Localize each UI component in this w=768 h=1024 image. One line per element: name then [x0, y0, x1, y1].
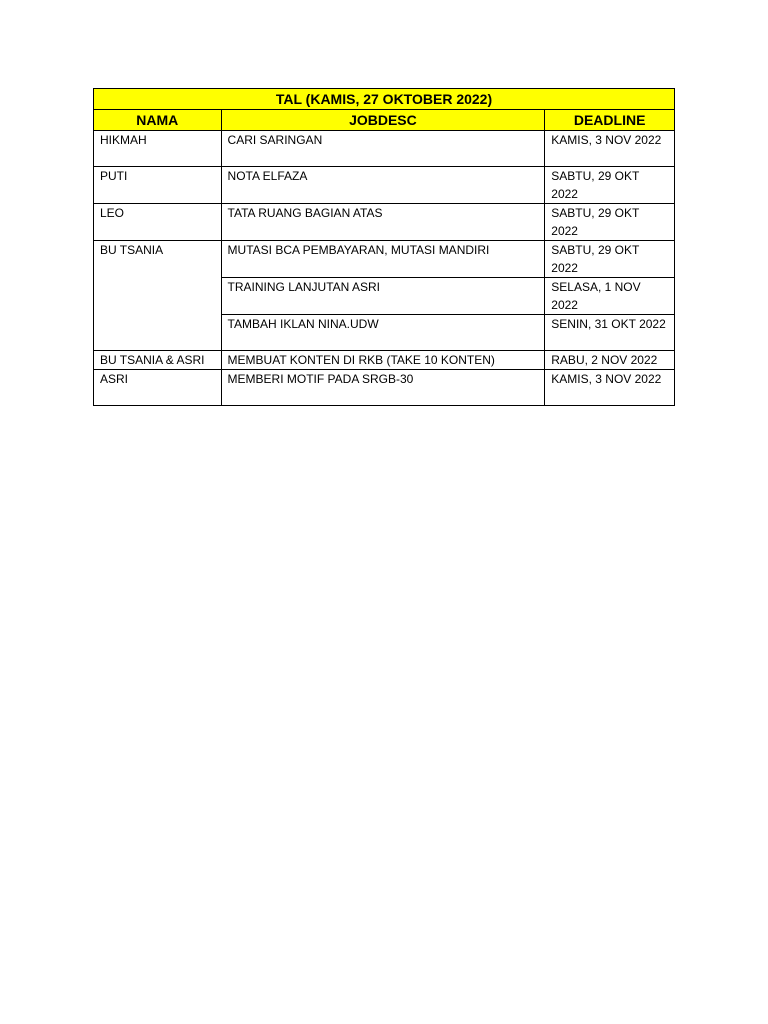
table-row [94, 131, 675, 167]
header-row [94, 110, 675, 131]
task-sheet [93, 88, 675, 406]
header-deadline: DEADLINE [545, 110, 675, 131]
cell-jobdesc: TATA RUANG BAGIAN ATAS [221, 204, 545, 241]
title-row [94, 89, 675, 110]
header-jobdesc: JOBDESC [221, 110, 545, 131]
cell-nama: LEO [94, 204, 222, 241]
table-row [94, 241, 675, 278]
cell-deadline: SABTU, 29 OKT 2022 [545, 204, 675, 241]
cell-deadline: RABU, 2 NOV 2022 [545, 351, 675, 370]
cell-jobdesc: MEMBUAT KONTEN DI RKB (TAKE 10 KONTEN) [221, 351, 545, 370]
cell-jobdesc: CARI SARINGAN [221, 131, 545, 167]
table-row [94, 167, 675, 204]
cell-jobdesc: TAMBAH IKLAN NINA.UDW [221, 315, 545, 351]
cell-nama: BU TSANIA [94, 241, 222, 351]
table-row [94, 204, 675, 241]
cell-nama: HIKMAH [94, 131, 222, 167]
cell-jobdesc: TRAINING LANJUTAN ASRI [221, 278, 545, 315]
cell-nama: PUTI [94, 167, 222, 204]
header-nama: NAMA [94, 110, 222, 131]
cell-deadline: KAMIS, 3 NOV 2022 [545, 370, 675, 406]
cell-deadline: SABTU, 29 OKT 2022 [545, 241, 675, 278]
cell-deadline: KAMIS, 3 NOV 2022 [545, 131, 675, 167]
cell-deadline: SENIN, 31 OKT 2022 [545, 315, 675, 351]
cell-jobdesc: NOTA ELFAZA [221, 167, 545, 204]
task-table [93, 88, 675, 406]
table-title: TAL (KAMIS, 27 OKTOBER 2022) [94, 89, 675, 110]
cell-nama: ASRI [94, 370, 222, 406]
cell-nama: BU TSANIA & ASRI [94, 351, 222, 370]
table-row [94, 370, 675, 406]
cell-deadline: SELASA, 1 NOV 2022 [545, 278, 675, 315]
table-row [94, 351, 675, 370]
cell-jobdesc: MUTASI BCA PEMBAYARAN, MUTASI MANDIRI [221, 241, 545, 278]
cell-jobdesc: MEMBERI MOTIF PADA SRGB-30 [221, 370, 545, 406]
cell-deadline: SABTU, 29 OKT 2022 [545, 167, 675, 204]
